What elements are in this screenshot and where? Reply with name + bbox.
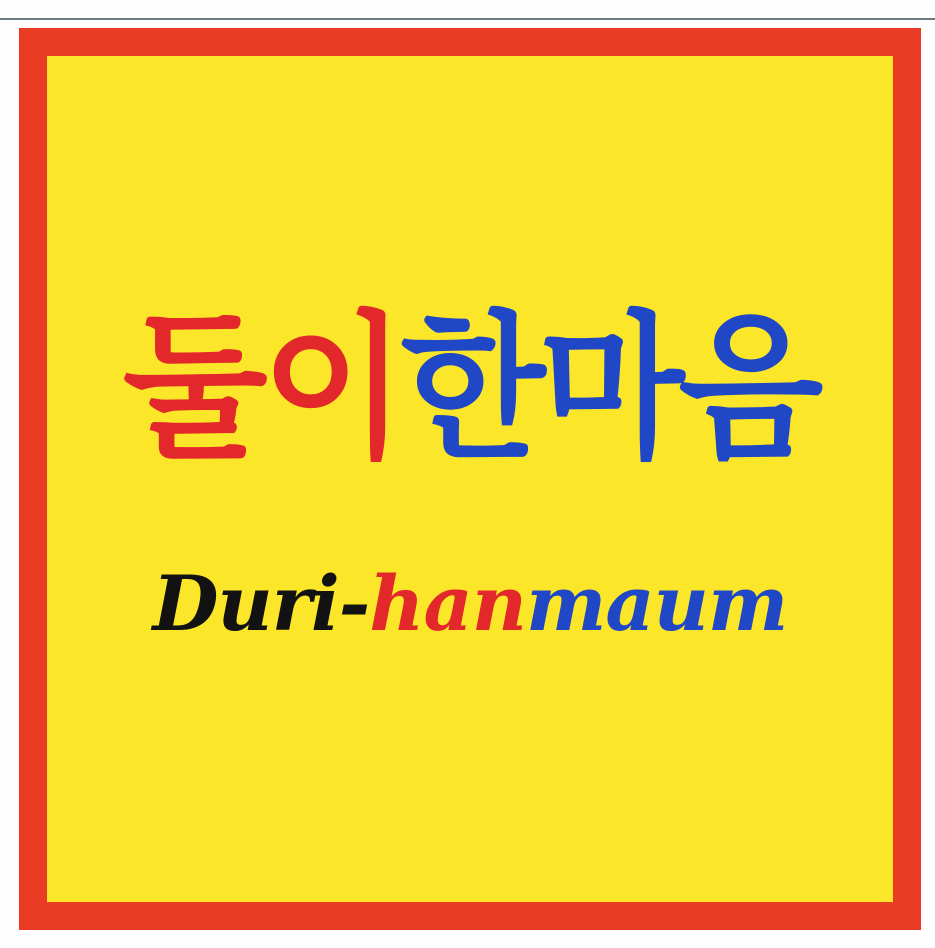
roman-wordmark-black: Duri- — [152, 559, 370, 648]
roman-wordmark-blue: maum — [526, 559, 788, 648]
roman-wordmark-red: han — [369, 559, 527, 648]
logo-frame — [19, 28, 921, 930]
logo-panel — [47, 56, 893, 902]
korean-wordmark — [47, 297, 893, 481]
korean-wordmark-blue: 한마음 — [400, 297, 818, 481]
roman-wordmark — [47, 559, 893, 648]
korean-wordmark-red: 둘이 — [122, 297, 401, 481]
scan-edge-line — [0, 18, 935, 20]
